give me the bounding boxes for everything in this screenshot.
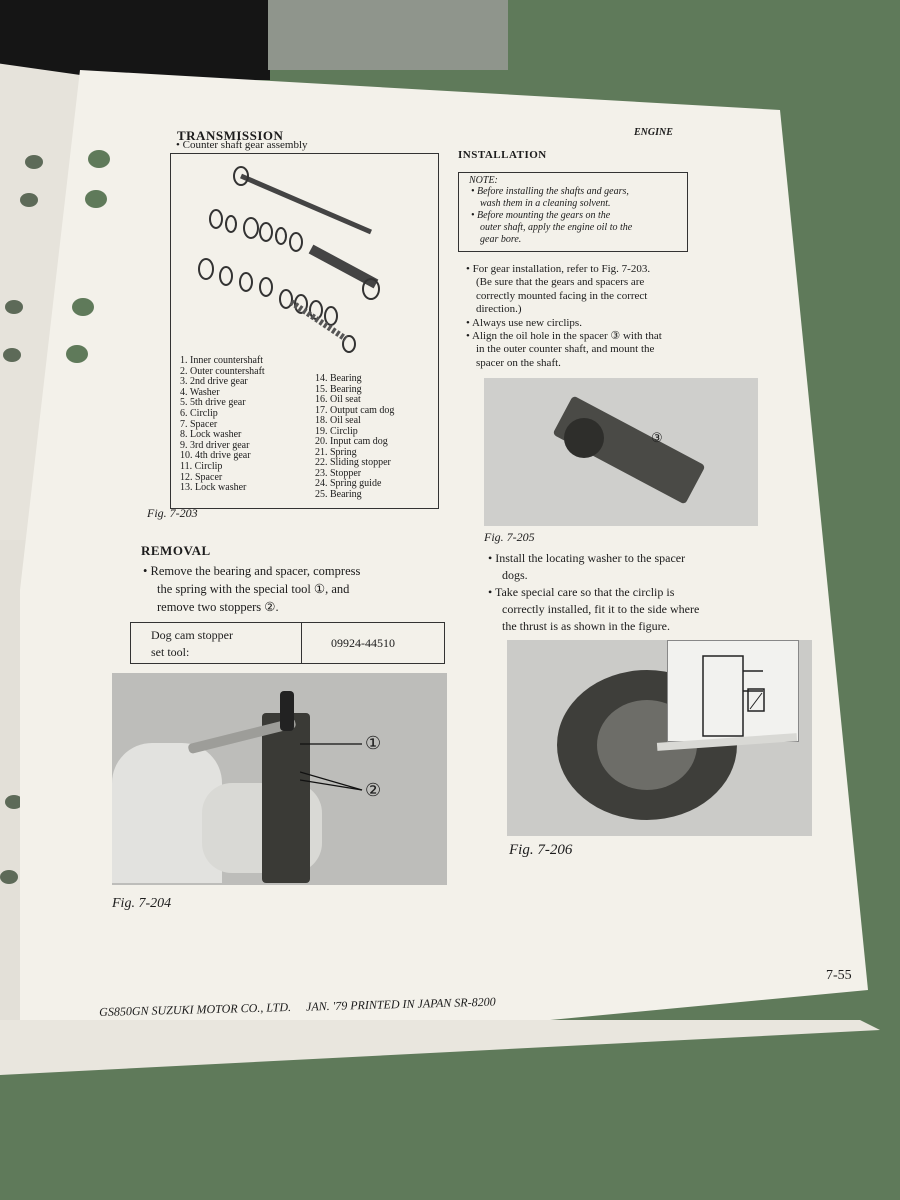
part-item: 5. 5th drive gear [180,397,246,409]
parts-list-b [315,374,394,500]
note-line: wash them in a cleaning solvent. [480,198,611,209]
part-item: 6. Circlip [180,407,218,419]
callout-lines-204 [300,732,410,802]
part-item: 7. Spacer [180,418,218,430]
part-item: 19. Circlip [315,425,358,437]
part-item: 12. Spacer [180,471,223,483]
install-line: • Align the oil hole in the spacer ③ with that [466,330,662,343]
part-item: 3. 2nd drive gear [180,376,248,388]
install-line: the thrust is as shown in the figure. [502,619,670,633]
spacer [564,418,604,458]
circlip-diagram [668,641,798,741]
install-line: • Install the locating washer to the spacer [488,551,686,565]
special-tool-table [130,622,445,664]
page-number: 7-55 [826,968,852,983]
figure-caption-206: Fig. 7-206 [509,842,573,858]
punch-hole [66,345,88,363]
removal-heading: REMOVAL [141,543,211,558]
install-line: direction.) [476,303,522,316]
circlip-inset-diagram [667,640,799,742]
install-line: spacer on the shaft. [476,356,561,369]
note-line: gear bore. [480,234,522,245]
part-item: 17. Output cam dog [315,404,395,416]
tool-bolt [280,691,294,731]
part-item: 23. Stopper [315,467,362,479]
callout-1: ① [365,733,382,753]
tool-label [151,627,233,661]
note-line: • Before installing the shafts and gears, [471,186,629,197]
callout-2: ② [365,780,382,800]
figure-caption-203: Fig. 7-203 [147,506,198,520]
part-item: 13. Lock washer [180,482,247,494]
note-title: NOTE: [469,175,498,186]
punch-hole [88,150,110,168]
punch-hole [72,298,94,316]
part-item: 21. Spring [315,446,357,458]
footer-imprint: GS850GN SUZUKI MOTOR CO., LTD. JAN. '79 PRINTED IN JAPAN SR-8200 [99,994,496,1019]
tool-label-line: set tool: [151,645,190,659]
part-item: 8. Lock washer [180,429,242,441]
part-item: 9. 3rd driver gear [180,439,250,451]
install-line: (Be sure that the gears and spacers are [476,276,645,289]
countershaft-exploded-diagram [171,154,438,354]
part-item: 2. Outer countershaft [180,365,265,377]
background-plastic [268,0,508,70]
installation-text-2 [488,550,699,635]
note-line: • Before mounting the gears on the [471,210,611,221]
photo-fig-206 [507,640,812,836]
part-item: 24. Spring guide [315,478,382,489]
figure-caption-204: Fig. 7-204 [112,896,172,911]
installation-text-1 [466,263,662,370]
note-box [458,172,688,252]
install-line: dogs. [502,568,528,582]
figure-caption-205: Fig. 7-205 [484,530,535,544]
background-binder [0,0,270,80]
install-line: • Take special care so that the circlip is [488,585,675,599]
removal-line: • Remove the bearing and spacer, compress [143,564,361,578]
removal-text [143,562,360,616]
install-line: in the outer counter shaft, and mount the [476,343,655,356]
note-line: outer shaft, apply the engine oil to the [480,222,633,233]
part-item: 1. Inner countershaft [180,355,264,366]
parts-list-a [180,356,265,494]
callout-3: ③ [651,430,663,445]
part-item: 15. Bearing [315,383,362,395]
part-item: 22. Sliding stopper [315,457,391,468]
figure-subtitle: • Counter shaft gear assembly [176,139,308,151]
installation-heading: INSTALLATION [458,149,547,161]
chapter-label: ENGINE [634,127,673,138]
note-text [471,186,632,246]
part-item: 20. Input cam dog [315,436,388,447]
removal-line: the spring with the special tool ①, and [157,582,350,596]
photo-fig-205 [484,378,758,526]
install-line: • For gear installation, refer to Fig. 7-203. [466,263,651,275]
part-item: 25. Bearing [315,488,362,500]
part-item: 18. Oil seal [315,415,361,426]
install-line: • Always use new circlips. [466,316,582,329]
punch-hole [85,190,107,208]
tool-label-line: Dog cam stopper [151,628,233,642]
page-stack [0,1020,900,1075]
removal-line: remove two stoppers ②. [157,600,279,614]
install-line: correctly mounted facing in the correct [476,289,648,302]
part-item: 11. Circlip [180,460,223,472]
part-item: 16. Oil seat [315,394,361,405]
section-title: TRANSMISSION [177,128,284,143]
part-item: 14. Bearing [315,373,362,384]
install-line: correctly installed, fit it to the side where [502,602,700,616]
part-item: 4. Washer [180,386,220,398]
part-item: 10. 4th drive gear [180,450,251,462]
tool-number: 09924-44510 [331,636,395,650]
